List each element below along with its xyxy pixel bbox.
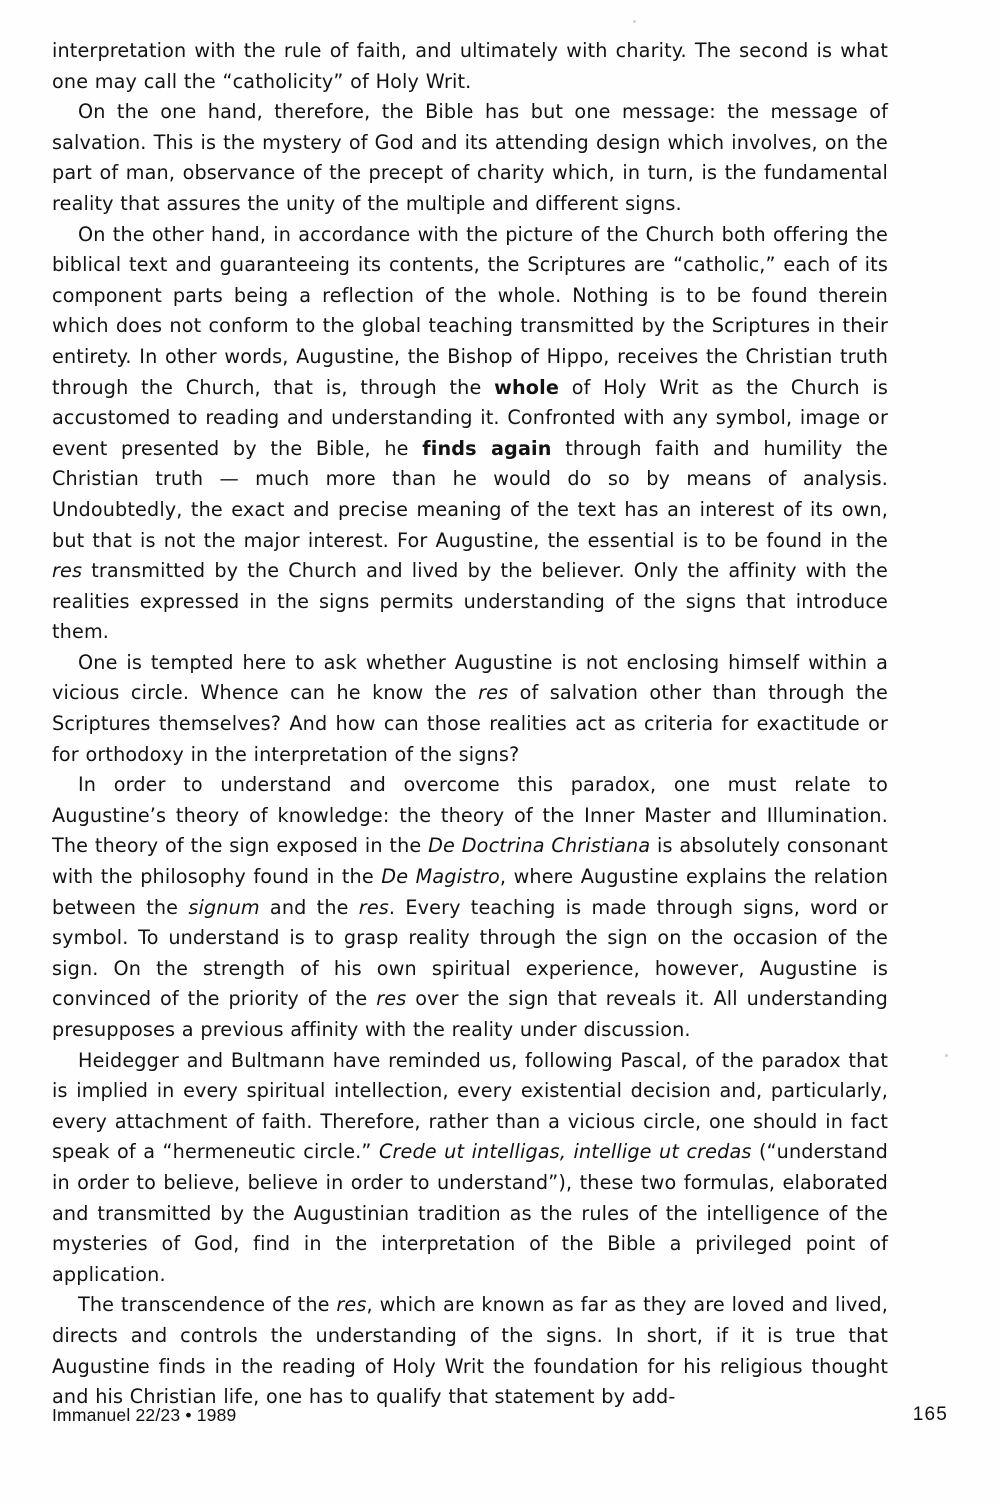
text-run: The transcendence of the — [78, 1293, 337, 1317]
text-run: through faith and humility the Christian truth — much more than he would do so by means of analysis. Undoubtedly, the exact and precise meaning of the text has an interest of its own, but that is not the major interest. For Augustine, the essential is to be found in the — [52, 436, 888, 552]
text-run: of Holy Writ as the Church is accustomed to reading and understanding it. Confronted with any symbol, image or event presented by the Bible, he — [52, 375, 888, 460]
text-run: On the other hand, in accordance with the picture of the Church both offering the biblical text and guaranteeing its contents, the Scriptures are “catholic,” each of its component parts being a reflection of the whole. Nothing is to be found therein which does not conform to the global teaching transmitted by the Scriptures in their entirety. In other words, Augustine, the Bishop of Hippo, receives the Christian truth through the Church, that is, through the — [52, 222, 888, 399]
emphasis-bold: whole — [494, 375, 560, 399]
emphasis-italic: res — [478, 681, 509, 705]
footer-source: Immanuel 22/23 • 1989 — [52, 1404, 237, 1425]
paragraph — [52, 770, 888, 1045]
text-run: , which are known as far as they are loved and lived, directs and controls the understanding of the signs. In short, if it is true that Augustine finds in the reading of Holy Writ the foundation for his religious thought and his Christian life, one has to qualify that statement by add- — [52, 1293, 888, 1409]
emphasis-italic: res — [358, 895, 389, 919]
emphasis-italic: res — [52, 559, 83, 583]
emphasis-italic: res — [336, 1293, 367, 1317]
text-run: of salvation other than through the Scriptures themselves? And how can those realities act as criteria for exactitude or for orthodoxy in the interpretation of the signs? — [52, 681, 888, 766]
page-footer — [52, 1400, 948, 1430]
emphasis-italic: De Doctrina Christiana — [428, 834, 651, 858]
emphasis-italic: res — [376, 987, 407, 1011]
page-speck — [633, 20, 636, 23]
paragraph — [52, 97, 888, 219]
paragraph — [52, 1290, 888, 1412]
text-run: (“understand in order to believe, believe in order to understand”), these two formulas, elaborated and transmitted by the Augustinian tradition as the rules of the intelligence of the mysteries of God, find in the interpretation of the Bible a privileged point of application. — [52, 1140, 888, 1286]
page-body — [52, 36, 888, 1413]
page-speck — [945, 1054, 948, 1057]
text-run: Heidegger and Bultmann have reminded us, following Pascal, of the paradox that is implied in every spiritual intellection, every existential decision and, particularly, every attachment of faith. Therefore, rather than a vicious circle, one should in fact speak of a “hermeneutic circle.” — [52, 1048, 888, 1164]
text-run: One is tempted here to ask whether Augustine is not enclosing himself within a vicious circle. Whence can he know the — [52, 650, 888, 705]
emphasis-italic: Crede ut intelligas, intellige ut credas — [378, 1140, 752, 1164]
paragraph — [52, 36, 888, 97]
text-run: over the sign that reveals it. All understanding presupposes a previous affinity with the reality under discussion. — [52, 987, 888, 1041]
emphasis-italic: signum — [188, 895, 260, 919]
page-number: 165 — [912, 1404, 948, 1425]
text-run: On the one hand, therefore, the Bible has but one message: the message of salvation. This is the mystery of God and its attending design which involves, on the part of man, observance of the precept of charity which, in turn, is the fundamental reality that assures the unity of the multiple and different signs. — [52, 100, 888, 215]
text-run: In order to understand and overcome this paradox, one must relate to Augustine’s theory of knowledge: the theory of the Inner Master and Illumination. The theory of the sign exposed in the — [52, 773, 888, 858]
paragraph — [52, 1046, 888, 1291]
text-run: transmitted by the Church and lived by the believer. Only the affinity with the realities expressed in the signs permits understanding of the signs that introduce them. — [52, 559, 888, 644]
text-run: interpretation with the rule of faith, and ultimately with charity. The second is what one may call the “catholicity” of Holy Writ. — [52, 39, 888, 93]
text-run: is absolutely consonant with the philosophy found in the — [52, 834, 888, 889]
emphasis-bold: finds again — [422, 436, 552, 460]
text-run: , where Augustine explains the relation between the — [52, 865, 889, 919]
text-run: and the — [259, 895, 359, 919]
paragraph — [52, 648, 888, 770]
emphasis-italic: De Magistro — [381, 865, 500, 889]
text-run: . Every teaching is made through signs, word or symbol. To understand is to grasp reality through the sign on the occasion of the sign. On the strength of his own spiritual experience, however, Augustine is convinced of the priority of the — [52, 895, 889, 1011]
paragraph — [52, 220, 888, 648]
